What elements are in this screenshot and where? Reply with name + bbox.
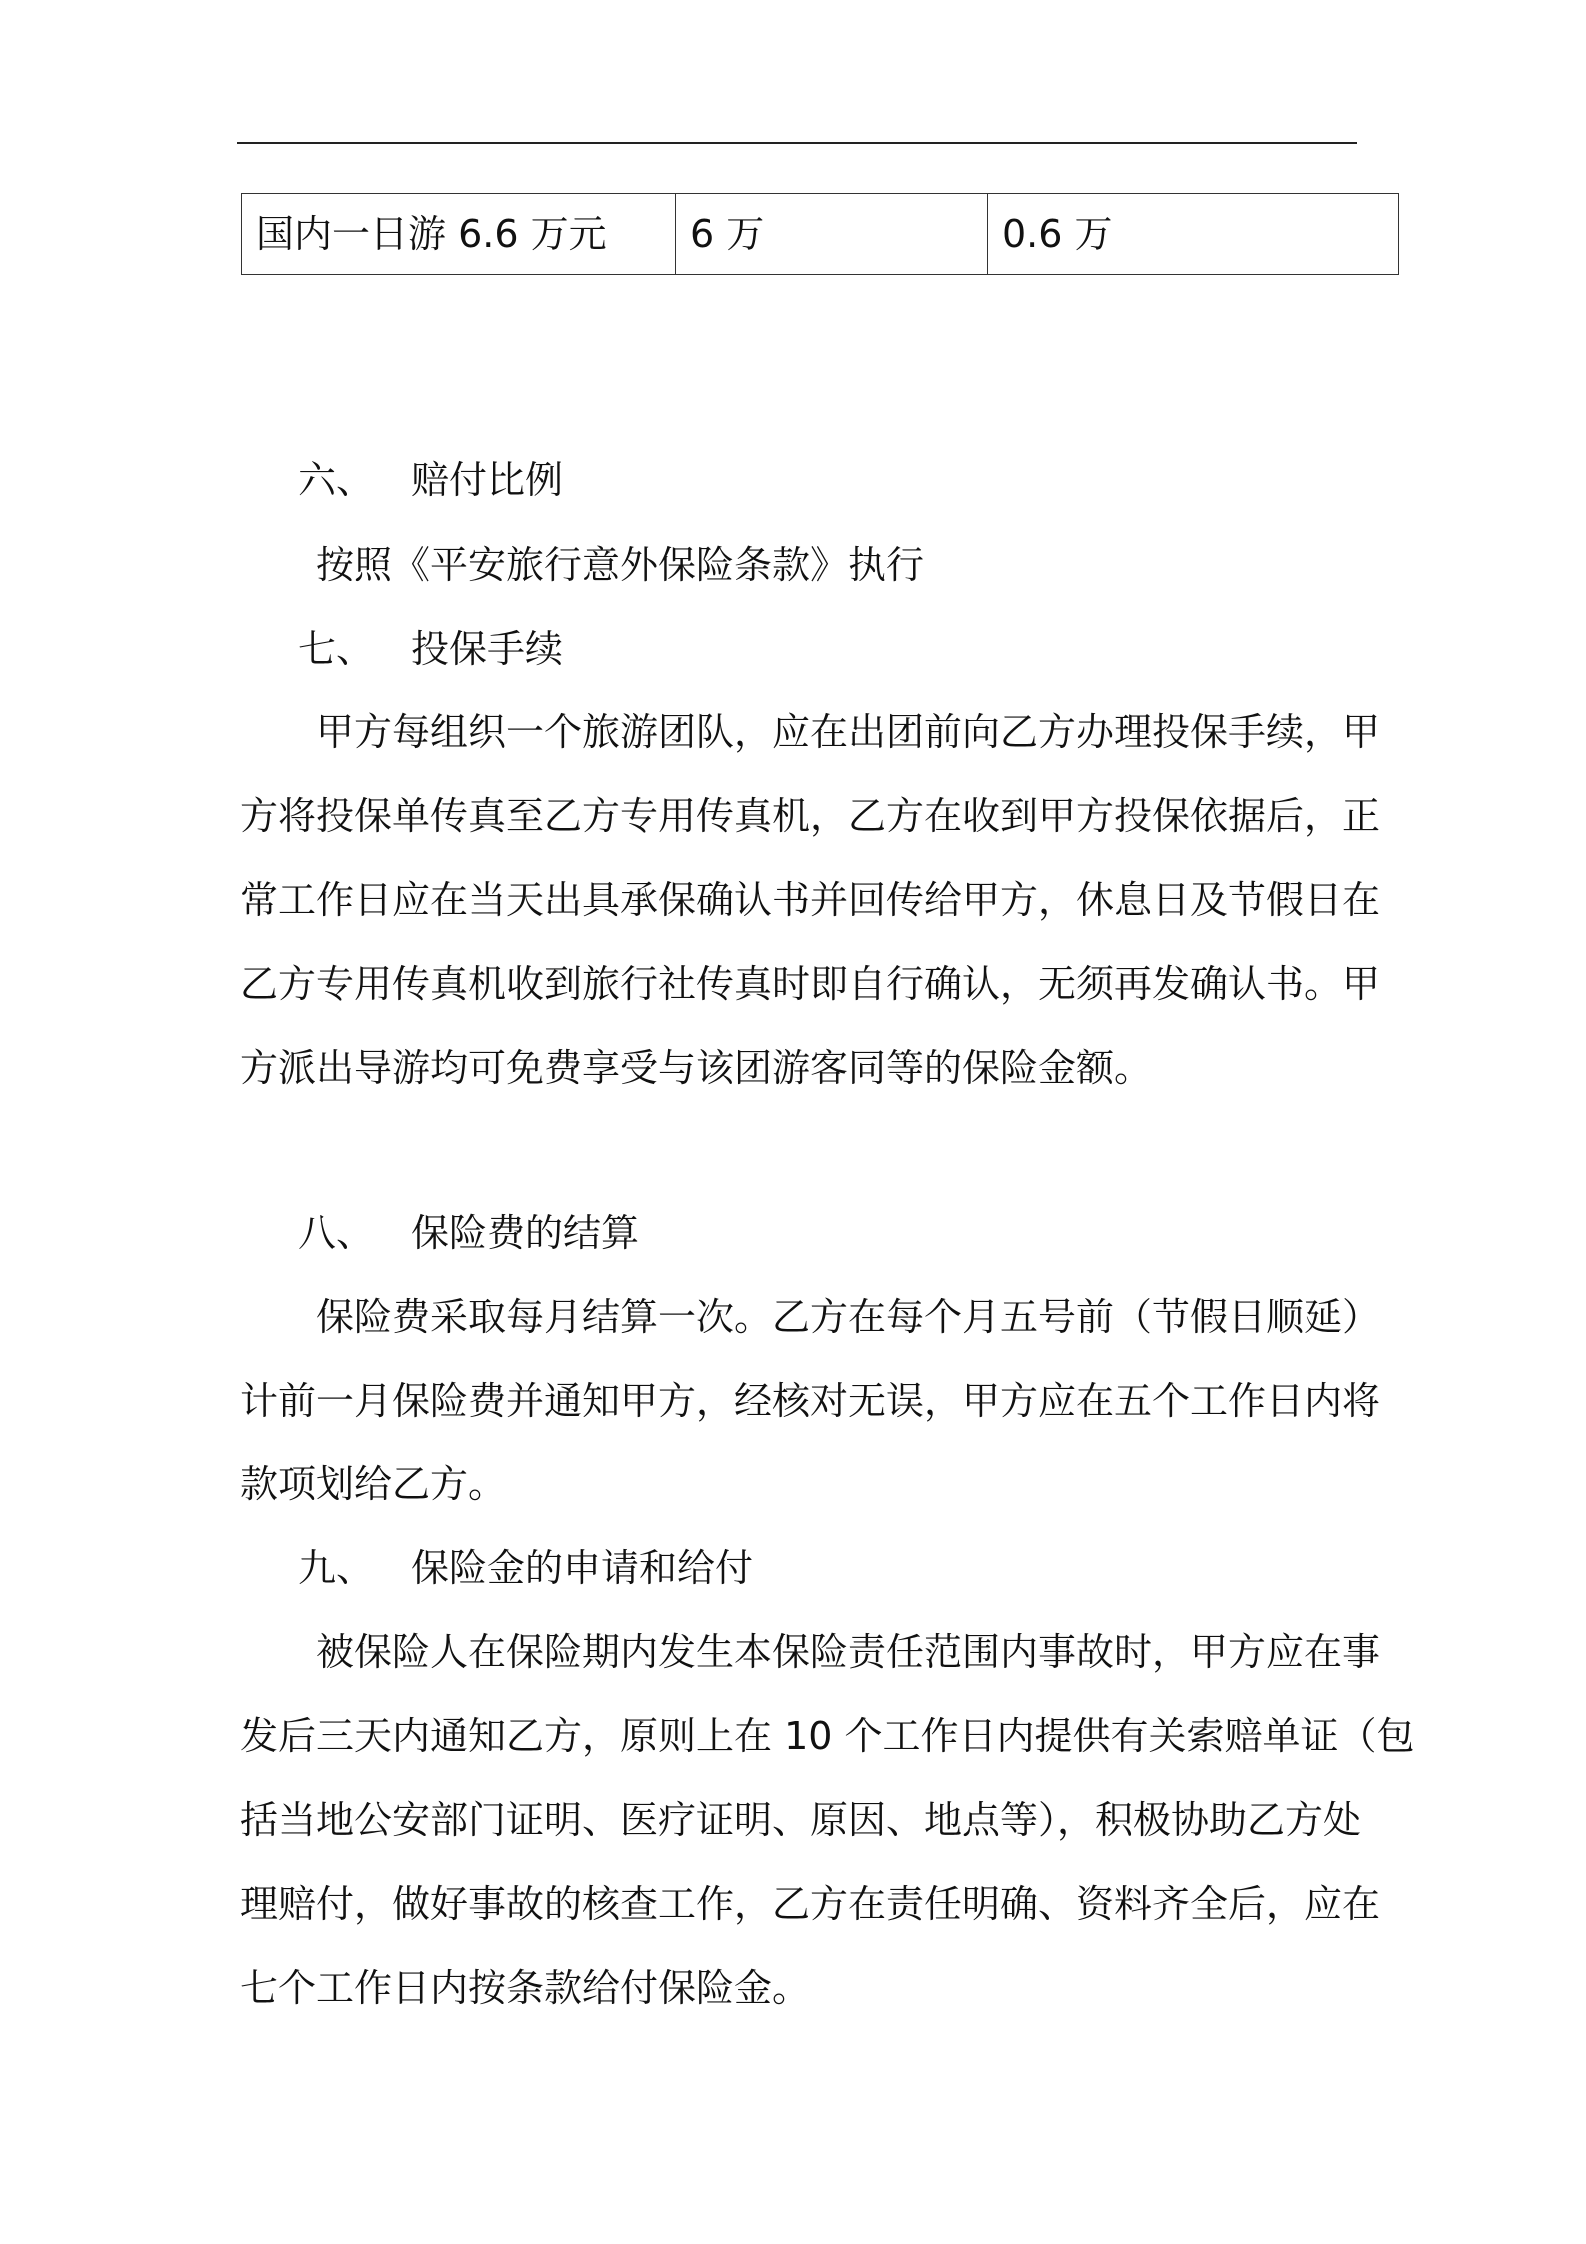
section-8-line-2: 计前一月保险费并通知甲方，经核对无误，甲方应在五个工作日内将 xyxy=(240,1379,1381,1423)
section-9-title: 保险金的申请和给付 xyxy=(411,1546,754,1590)
section-6-line-1: 按照《平安旅行意外保险条款》执行 xyxy=(316,543,925,587)
section-9-line-3: 括当地公安部门证明、医疗证明、原因、地点等），积极协助乙方处 xyxy=(240,1798,1362,1842)
section-8-line-3: 款项划给乙方。 xyxy=(240,1462,507,1506)
section-7-line-3: 常工作日应在当天出具承保确认书并回传给甲方，休息日及节假日在 xyxy=(240,878,1381,922)
section-9-heading xyxy=(298,1543,753,1593)
section-9-number: 九、 xyxy=(298,1546,375,1590)
section-7-title: 投保手续 xyxy=(411,627,564,671)
section-7-heading xyxy=(298,624,563,674)
section-6-title: 赔付比例 xyxy=(411,458,564,502)
section-8-heading xyxy=(298,1208,639,1258)
table-cell-difference: 0.6 万 xyxy=(988,194,1399,275)
table-cell-plan: 国内一日游 6.6 万元 xyxy=(242,194,676,275)
table-row xyxy=(242,194,1399,275)
section-9-line-1: 被保险人在保险期内发生本保险责任范围内事故时，甲方应在事 xyxy=(316,1630,1381,1674)
table-cell-amount: 6 万 xyxy=(676,194,988,275)
section-6-number: 六、 xyxy=(298,458,375,502)
section-7-number: 七、 xyxy=(298,627,375,671)
section-9-line-5: 七个工作日内按条款给付保险金。 xyxy=(240,1966,811,2010)
section-7-line-5: 方派出导游均可免费享受与该团游客同等的保险金额。 xyxy=(240,1046,1153,1090)
premium-table xyxy=(241,193,1399,275)
section-6-heading xyxy=(298,455,563,505)
section-7-line-1: 甲方每组织一个旅游团队，应在出团前向乙方办理投保手续，甲 xyxy=(316,710,1381,754)
section-7-line-2: 方将投保单传真至乙方专用传真机，乙方在收到甲方投保依据后，正 xyxy=(240,794,1381,838)
section-7-line-4: 乙方专用传真机收到旅行社传真时即自行确认，无须再发确认书。甲 xyxy=(240,962,1381,1006)
section-9-line-4: 理赔付，做好事故的核查工作，乙方在责任明确、资料齐全后，应在 xyxy=(240,1882,1381,1926)
section-8-number: 八、 xyxy=(298,1211,375,1255)
section-8-line-1: 保险费采取每月结算一次。乙方在每个月五号前（节假日顺延） xyxy=(316,1295,1381,1339)
section-8-title: 保险费的结算 xyxy=(411,1211,640,1255)
section-9-line-2: 发后三天内通知乙方，原则上在 10 个工作日内提供有关索赔单证（包 xyxy=(240,1714,1415,1758)
header-rule xyxy=(237,142,1357,144)
